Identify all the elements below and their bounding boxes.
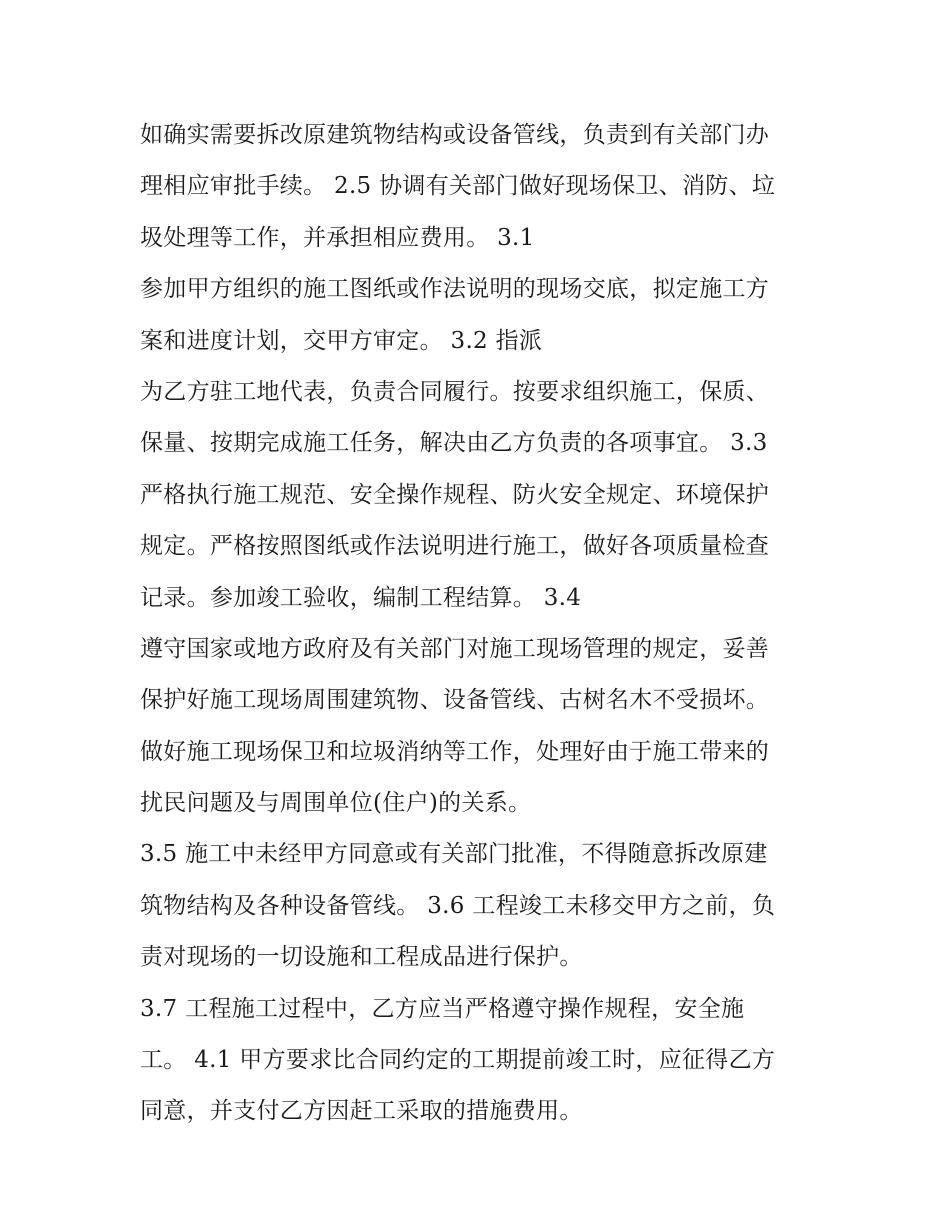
text-line: 参加甲方组织的施工图纸或作法说明的现场交底，拟定施工方 bbox=[140, 276, 770, 303]
text-line: 同意，并支付乙方因赶工采取的措施费用。 bbox=[140, 1098, 583, 1125]
contract-text-block bbox=[140, 110, 830, 1138]
text-line: 如确实需要拆改原建筑物结构或设备管线，负责到有关部门办 bbox=[140, 122, 770, 148]
text-line: 圾处理等工作，并承担相应费用。 3.1 bbox=[140, 224, 535, 251]
text-line: 理相应审批手续。 2.5 协调有关部门做好现场保卫、消防、垃 bbox=[140, 173, 776, 200]
text-line: 为乙方驻工地代表，负责合同履行。按要求组织施工，保质、 bbox=[140, 378, 770, 405]
text-line: 遵守国家或地方政府及有关部门对施工现场管理的规定，妥善 bbox=[140, 635, 770, 662]
text-line: 规定。严格按照图纸或作法说明进行施工，做好各项质量检查 bbox=[140, 533, 770, 560]
text-line: 案和进度计划，交甲方审定。 3.2 指派 bbox=[140, 327, 543, 354]
text-line: 保量、按期完成施工任务，解决由乙方负责的各项事宜。 3.3 bbox=[140, 430, 768, 457]
text-line: 做好施工现场保卫和垃圾消纳等工作，处理好由于施工带来的 bbox=[140, 738, 770, 765]
text-line: 严格执行施工规范、安全操作规程、防火安全规定、环境保护 bbox=[140, 481, 770, 508]
text-line: 记录。参加竣工验收，编制工程结算。 3.4 bbox=[140, 584, 582, 611]
text-line: 3.7 工程施工过程中，乙方应当严格遵守操作规程，安全施 bbox=[140, 995, 745, 1022]
text-line: 筑物结构及各种设备管线。 3.6 工程竣工未移交甲方之前，负 bbox=[140, 892, 776, 919]
text-line: 工。 4.1 甲方要求比合同约定的工期提前竣工时，应征得乙方 bbox=[140, 1047, 776, 1074]
text-line: 3.5 施工中未经甲方同意或有关部门批准，不得随意拆改原建 bbox=[140, 841, 768, 868]
text-line: 责对现场的一切设施和工程成品进行保护。 bbox=[140, 944, 583, 971]
text-line: 扰民问题及与周围单位(住户)的关系。 bbox=[140, 790, 532, 817]
text-line: 保护好施工现场周围建筑物、设备管线、古树名木不受损坏。 bbox=[140, 687, 770, 714]
